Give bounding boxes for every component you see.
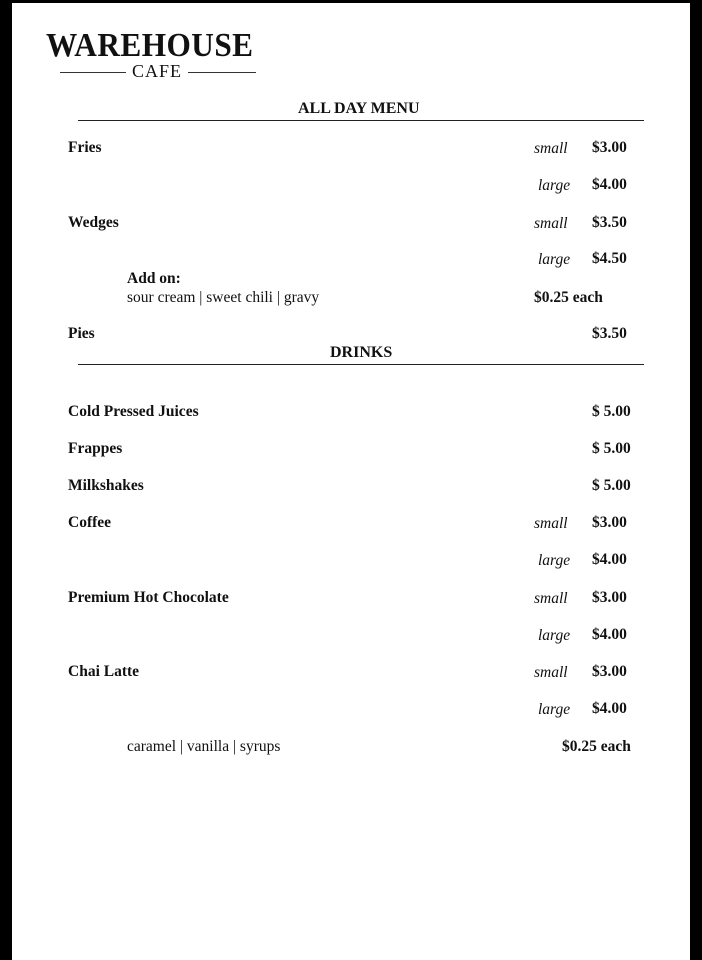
addon-title: Add on:: [127, 270, 181, 287]
price: $ 5.00: [592, 440, 631, 457]
size-label: small: [534, 215, 568, 232]
price: $3.00: [592, 139, 627, 156]
price: $4.00: [592, 176, 627, 193]
addon-options: sour cream | sweet chili | gravy: [127, 289, 320, 306]
menu-item-chai-latte: Chai Latte: [68, 663, 140, 680]
size-label: large: [538, 177, 571, 194]
logo-subtitle: CAFE: [132, 61, 183, 81]
menu-item-milkshakes: Milkshakes: [68, 477, 144, 494]
price: $3.50: [592, 214, 627, 231]
section-title-all-day: ALL DAY MENU: [298, 100, 420, 117]
menu-item-hot-chocolate: Premium Hot Chocolate: [68, 589, 229, 606]
price: $ 5.00: [592, 477, 631, 494]
syrup-options: caramel | vanilla | syrups: [127, 738, 281, 755]
size-label: large: [538, 251, 571, 268]
price: $ 5.00: [592, 403, 631, 420]
menu-item-coffee: Coffee: [68, 514, 112, 531]
logo-wordmark: WAREHOUSE: [46, 27, 254, 64]
logo-divider-right: [188, 72, 256, 73]
menu-item-juices: Cold Pressed Juices: [68, 403, 199, 420]
size-label: small: [534, 664, 568, 681]
size-label: large: [538, 627, 571, 644]
addon-price: $0.25 each: [534, 289, 603, 306]
menu-item-fries: Fries: [68, 139, 102, 156]
section-divider: [78, 120, 644, 121]
price: $4.00: [592, 700, 627, 717]
syrup-price: $0.25 each: [562, 738, 631, 755]
menu-item-pies: Pies: [68, 325, 95, 342]
section-title-drinks: DRINKS: [330, 344, 393, 361]
price: $3.00: [592, 589, 627, 606]
menu-item-wedges: Wedges: [68, 214, 119, 231]
menu-page: [12, 3, 690, 960]
logo-divider-left: [60, 72, 126, 73]
price: $4.00: [592, 626, 627, 643]
price: $4.50: [592, 250, 627, 267]
size-label: small: [534, 140, 568, 157]
price: $3.00: [592, 663, 627, 680]
size-label: large: [538, 701, 571, 718]
price: $3.50: [592, 325, 627, 342]
size-label: small: [534, 515, 568, 532]
section-divider: [78, 364, 644, 365]
size-label: large: [538, 552, 571, 569]
menu-item-frappes: Frappes: [68, 440, 123, 457]
price: $4.00: [592, 551, 627, 568]
price: $3.00: [592, 514, 627, 531]
size-label: small: [534, 590, 568, 607]
